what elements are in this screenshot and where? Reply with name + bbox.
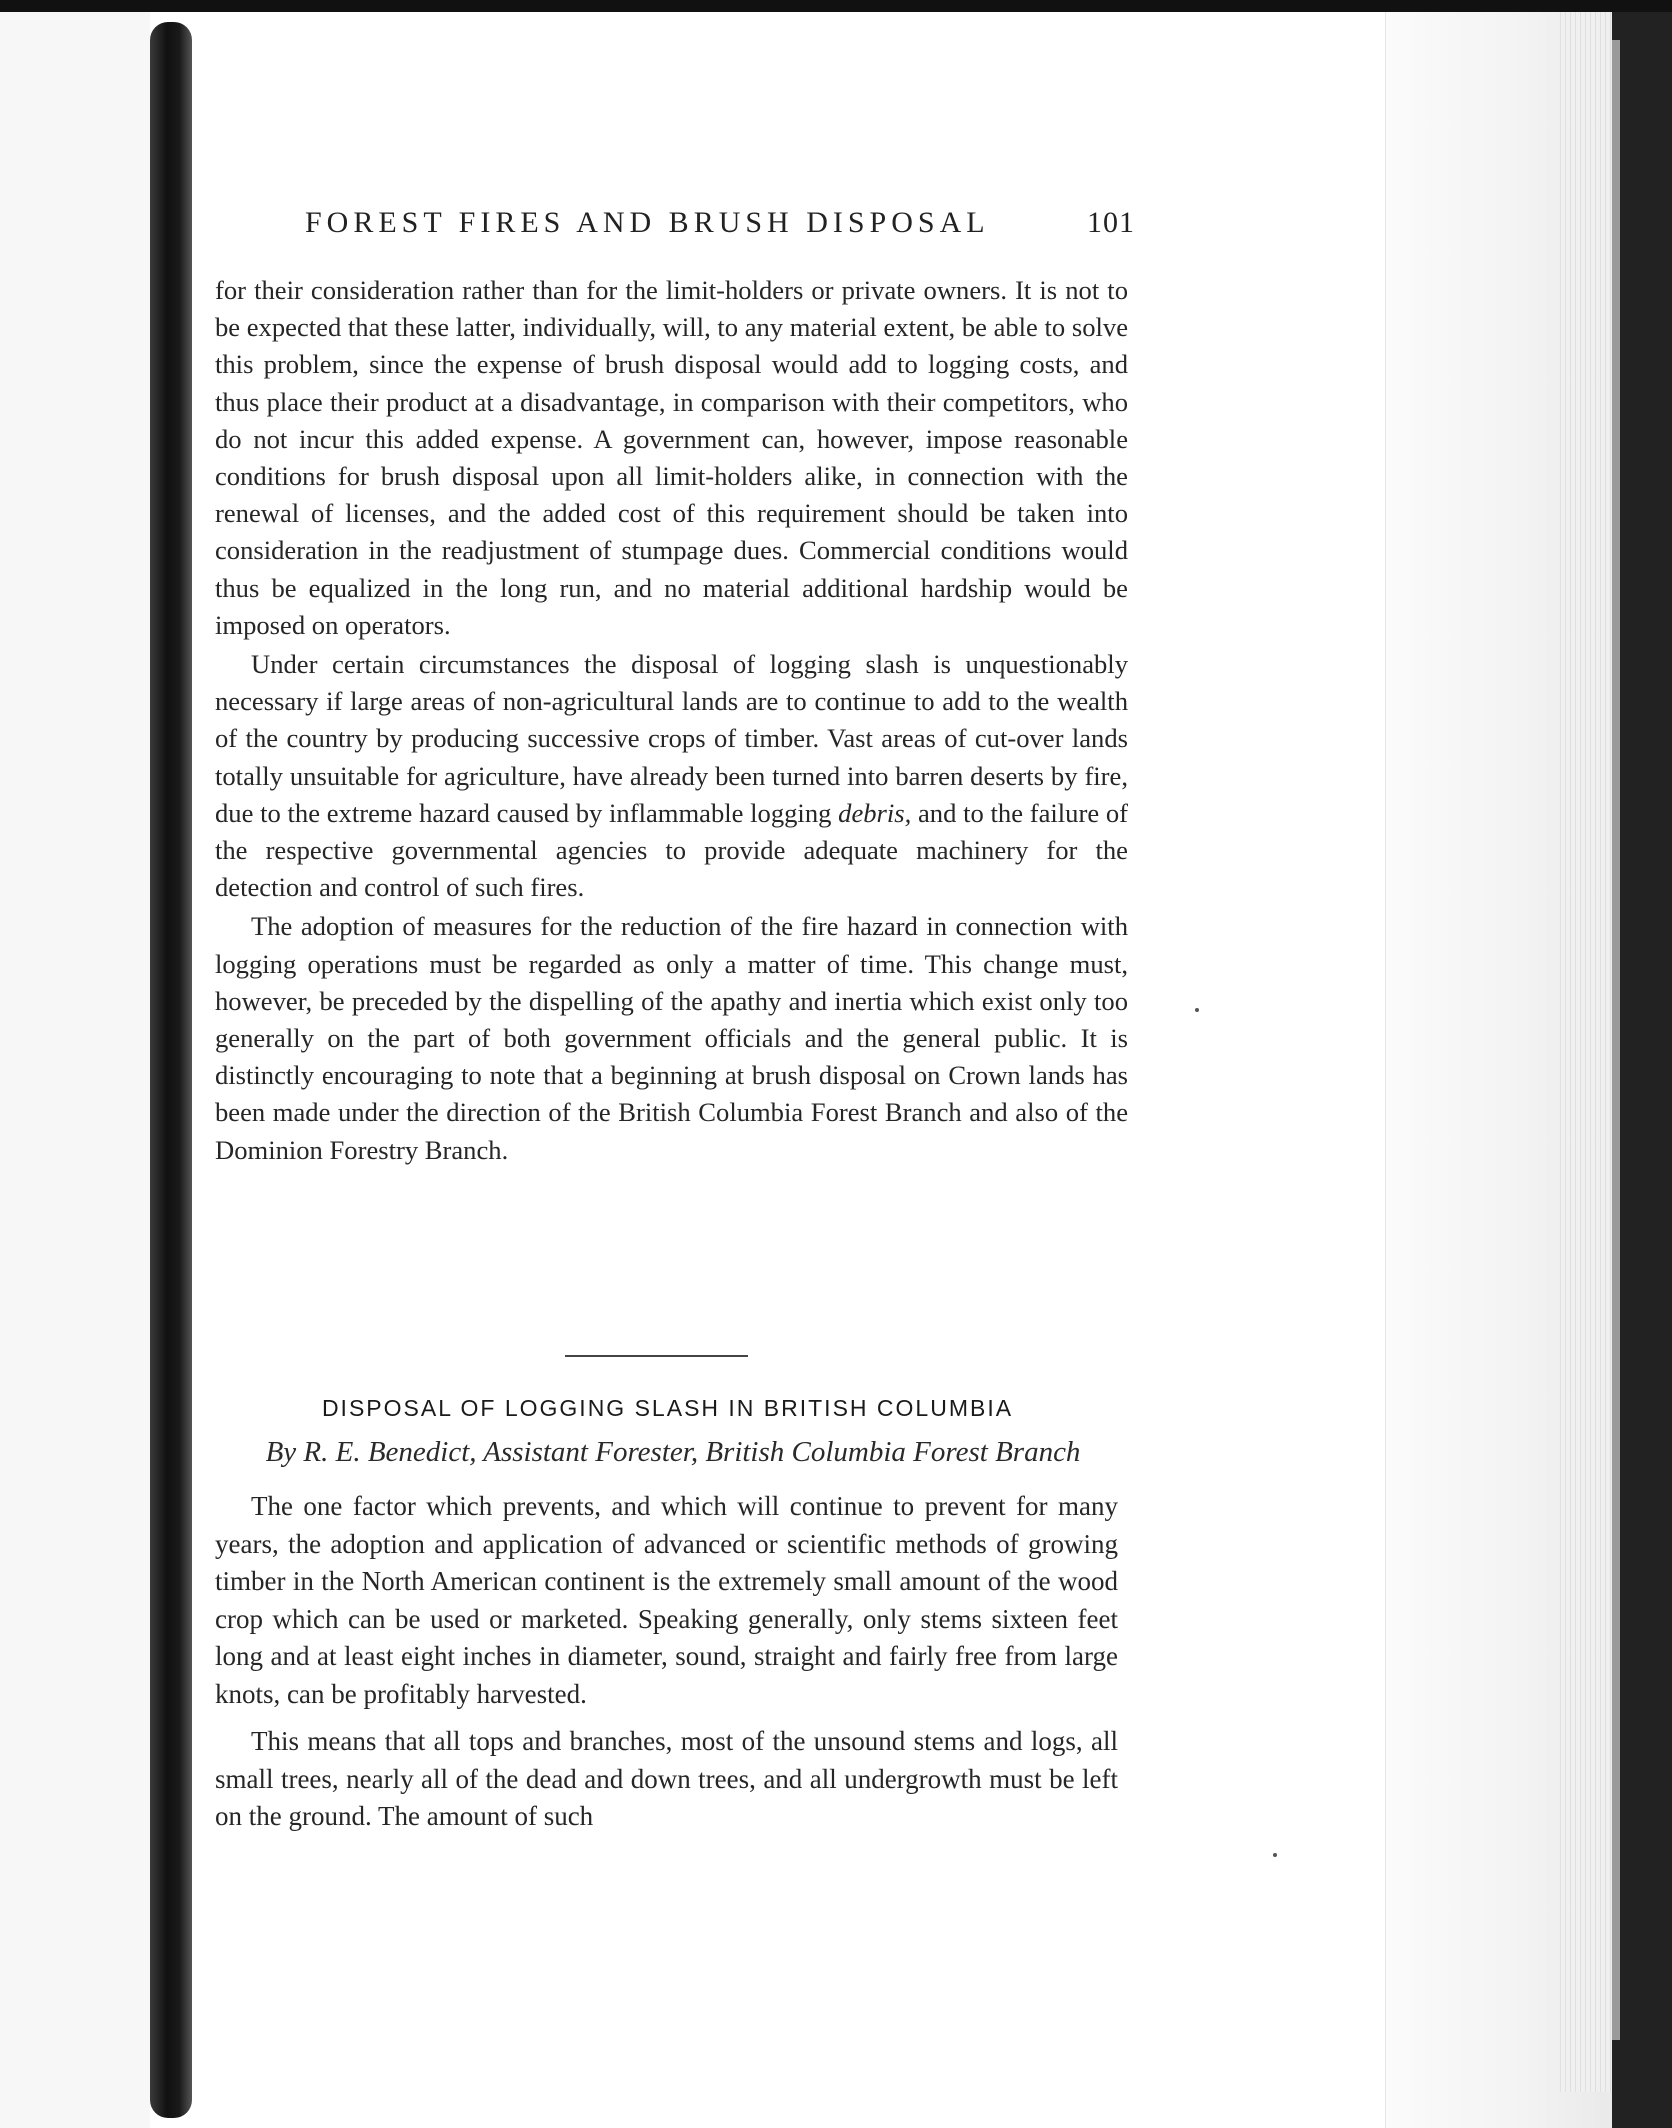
section-paragraph-2: This means that all tops and branches, most of the unsound stems and logs, all small trees, nearly all of the dead and down trees, and all undergrowth must be left on the ground. The amount of such <box>215 1726 1118 1831</box>
section-heading: DISPOSAL OF LOGGING SLASH IN BRITISH COLUMBIA <box>321 1395 1014 1421</box>
paragraph-2-text-a: Under certain circumstances the disposal of logging slash is unquestionably necessary if large areas of non-agricultural lands are to continue to add to the wealth of the country by producing successive crops of timber. Vast areas of cut-over lands totally unsuitable for agriculture, have already been turned into barren deserts by fire, due to the extreme hazard caused by inflammable logging <box>215 649 1128 828</box>
article-body <box>215 272 1128 1169</box>
section-divider <box>565 1355 748 1357</box>
book-gutter <box>150 22 192 2118</box>
page-number: 101 <box>1087 206 1135 239</box>
section-paragraph-1: The one factor which prevents, and which will continue to prevent for many years, the adoption and application of advanced or scientific methods of growing timber in the North American continent is the extremely small amount of the wood crop which can be used or marketed. Speaking generally, only stems sixteen feet long and at least eight inches in diameter, sound, straight and fairly free from large knots, can be profitably harvested. <box>215 1491 1118 1709</box>
running-head-title: FOREST FIRES AND BRUSH DISPOSAL <box>305 206 990 239</box>
paragraph-3: The adoption of measures for the reduction of the fire hazard in connection with logging operations must be regarded as only a matter of time. This change must, however, be preceded by the dispelling of the apathy and inertia which exist only too generally on the part of both government officials and the general public. It is distinctly encouraging to note that a beginning at brush disposal on Crown lands has been made under the direction of the British Columbia Forest Branch and also of the Dominion Forestry Branch. <box>215 911 1128 1165</box>
paragraph-2-text-b: and to the failure of the respective governmental agencies to provide adequate machinery for the detection and control of such fires. <box>215 797 1128 903</box>
scan-top-edge <box>0 0 1672 12</box>
italic-term: debris, <box>838 797 912 828</box>
page-stack-edges <box>1560 12 1612 2092</box>
running-head <box>305 206 1135 252</box>
book-cover-edge <box>1612 12 1672 2128</box>
section-body <box>215 1488 1118 1836</box>
left-page-margin <box>0 12 150 2128</box>
scan-speck <box>1273 1853 1277 1857</box>
byline: By R. E. Benedict, Assistant Forester, British Columbia Forest Branch <box>265 1436 1081 1468</box>
paragraph-2 <box>215 646 1128 906</box>
scan-speck <box>1195 1008 1199 1012</box>
paragraph-1: for their consideration rather than for the limit-holders or private owners. It is not to be expected that these latter, individually, will, to any material extent, be able to solve this problem, since the expense of brush disposal would add to logging costs, and thus place their product at a disadvantage, in comparison with their competitors, who do not incur this added expense. A government can, however, impose reasonable conditions for brush disposal upon all limit-holders alike, in connection with the renewal of licenses, and the added cost of this requirement should be taken into consideration in the readjustment of stumpage dues. Commercial conditions would thus be equalized in the long run, and no material additional hardship would be imposed on operators. <box>215 275 1128 640</box>
cover-highlight <box>1612 40 1620 2040</box>
